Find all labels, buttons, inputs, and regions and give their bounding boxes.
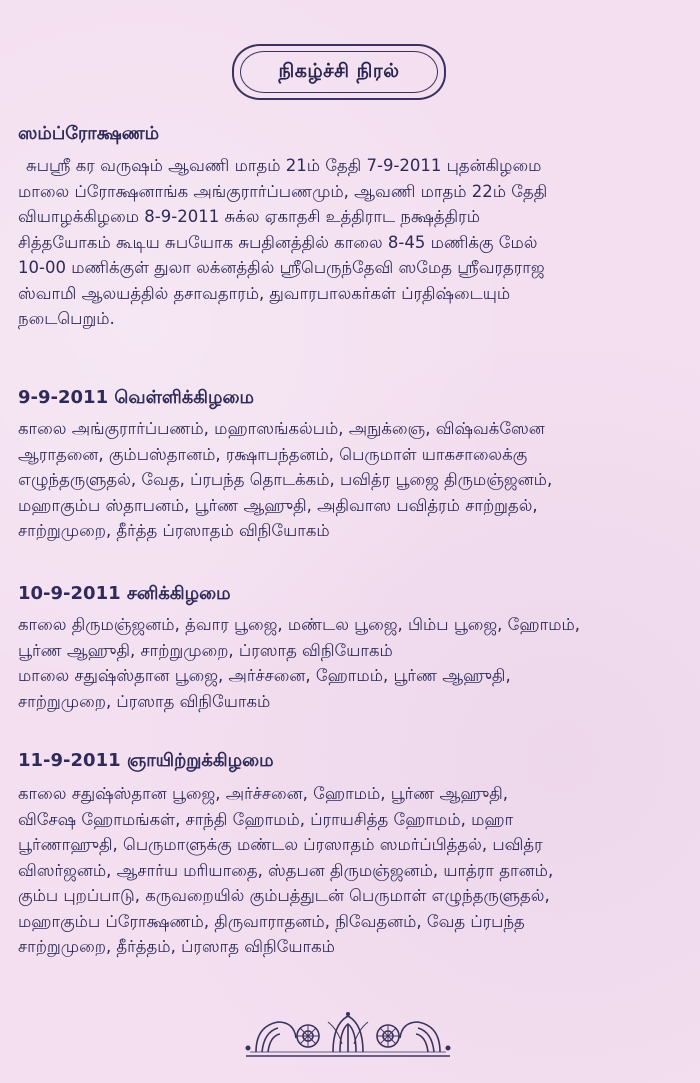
paragraph-line: ஆராதனை, கும்பஸ்தானம், ரக்ஷாபந்தனம், பெருமாள் யாகசாலைக்கு [18,444,528,464]
paragraph-line: நடைபெறும். [18,309,115,328]
paragraph-line: மாலை சதுஷ்ஸ்தான பூஜை, அர்ச்சனை, ஹோமம், பூர்ண ஆஹுதி, [18,666,511,685]
paragraph-line: மாலை ப்ரோக்ஷனாங்க அங்குரார்ப்பணமும், ஆவணி மாதம் 22ம் தேதி [18,181,548,201]
paragraph-line: கும்ப புறப்பாடு, கருவறையில் கும்பத்துடன் பெருமாள் எழுந்தருளுதல், [18,886,550,905]
section-heading: 11-9-2011 ஞாயிற்றுக்கிழமை [18,750,274,771]
paragraph-line: சித்தயோகம் கூடிய சுபயோக சுபதினத்தில் காலை 8-45 மணிக்கு மேல் [18,232,538,252]
paragraph-line: சாற்றுமுறை, ப்ரஸாத விநியோகம் [18,691,271,711]
paragraph-line: பூர்ண ஆஹுதி, சாற்றுமுறை, ப்ரஸாத விநியோகம் [18,640,393,660]
paragraph-line: விசேஷ ஹோமங்கள், சாந்தி ஹோமம், ப்ராயசித்த ஹோமம், மஹா [18,809,514,829]
section-sunday [18,749,684,960]
page-title: நிகழ்ச்சி நிரல் [278,59,400,82]
title-inner-frame [240,51,438,93]
section-samprokshanam [18,122,684,332]
paragraph-line: காலை சதுஷ்ஸ்தான பூஜை, அர்ச்சனை, ஹோமம், பூர்ண ஆஹுதி, [18,784,508,803]
paragraph-line: சாற்றுமுறை, தீர்த்தம், ப்ரஸாத விநியோகம் [18,937,335,956]
section-heading: 9-9-2011 வெள்ளிக்கிழமை [18,387,254,408]
section-heading: ஸம்ப்ரோக்ஷணம் [18,123,160,144]
paragraph-line: மஹாகும்ப ப்ரோக்ஷணம், திருவாராதனம், நிவேதனம், வேத ப்ரபந்த [18,911,525,931]
paragraph-line: சுபஸ்ரீ கர வருஷம் ஆவணி மாதம் 21ம் தேதி 7-9-2011 புதன்கிழமை [26,156,542,175]
paragraph-line: காலை திருமஞ்ஜனம், த்வார பூஜை, மண்டல பூஜை, பிம்ப பூஜை, ஹோமம், [18,615,581,634]
paragraph-line: வியாழக்கிழமை 8-9-2011 சுக்ல ஏகாதசி உத்திராட நக்ஷத்திரம் [18,207,480,226]
floral-ornament-icon [238,1008,458,1060]
paragraph-line: 10-00 மணிக்குள் துலா லக்னத்தில் ஸ்ரீபெருந்தேவி ஸமேத ஸ்ரீவரதராஜ [18,258,545,277]
section-friday [18,386,684,544]
paragraph-line: சாற்றுமுறை, தீர்த்த ப்ரஸாதம் விநியோகம் [18,521,330,540]
paragraph-line: மஹாகும்ப ஸ்தாபனம், பூர்ண ஆஹுதி, அதிவாஸ பவித்ரம் சாற்றுதல், [18,495,538,515]
paragraph-line: எழுந்தருளுதல், வேத, ப்ரபந்த தொடக்கம், பவித்ர பூஜை திருமஞ்ஜனம், [18,470,553,489]
title-frame [232,44,446,100]
paragraph-line: விஸர்ஜனம், ஆசார்ய மரியாதை, ஸ்தபன திருமஞ்ஜனம், யாத்ரா தானம், [18,860,554,880]
paragraph-line: ஸ்வாமி ஆலயத்தில் தசாவதாரம், துவாரபாலகர்கள் ப்ரதிஷ்டையும் [18,283,511,303]
section-saturday [18,582,684,714]
section-heading: 10-9-2011 சனிக்கிழமை [18,583,231,604]
paragraph-line: பூர்ணாஹுதி, பெருமாளுக்கு மண்டல ப்ரஸாதம் ஸமர்ப்பித்தல், பவித்ர [18,835,543,854]
paragraph-line: காலை அங்குரார்ப்பணம், மஹாஸங்கல்பம், அநுக்ஞை, விஷ்வக்ஸேன [18,419,545,438]
